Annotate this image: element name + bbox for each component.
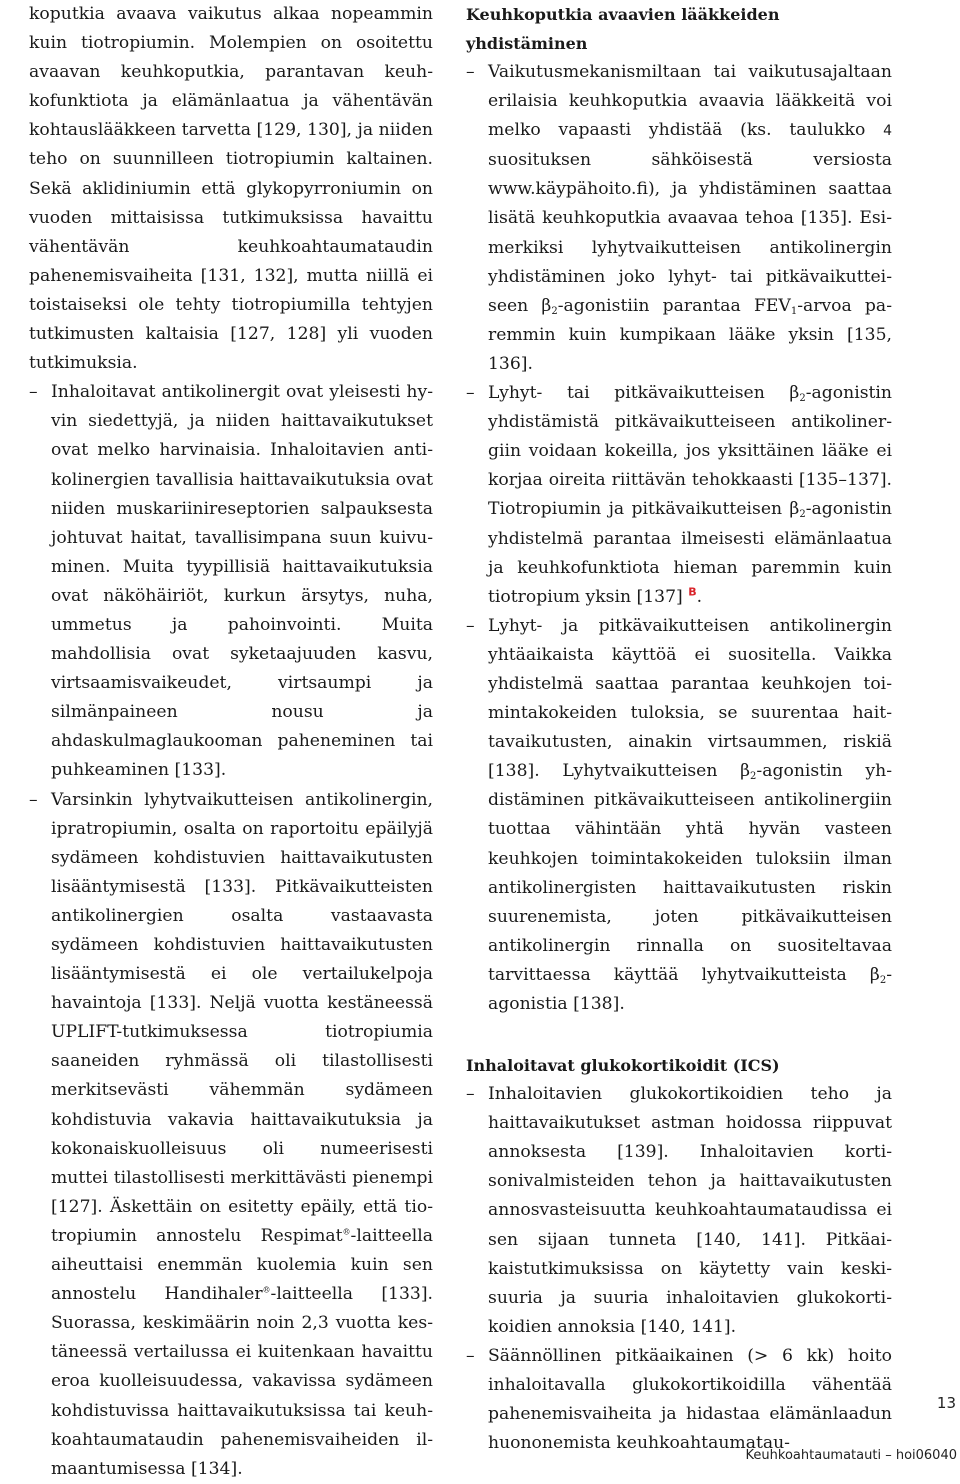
left-column xyxy=(29,0,433,1484)
bullet-text: Vaikutusmekanismiltaan tai vaikutusajaltaan erilaisia keuhkoputkia avaavia lääkkeitä voi melko vapaasti yhdistää (ks. taulukko 4 suosituksen sähköisestä versiosta www.käypähoito.fi), ja yhdistäminen saattaa lisätä keuhkoputkia avaavaa tehoa [135]. Esimerkiksi lyhytvaikutteisen antikolinergin yhdistäminen joko lyhyt- tai pitkävaikutteiseen $\beta_2$-agonistiin parantaa $FEV_1$-arvoa paremmin kuin kumpikaan lääke yksin [135, 136]. xyxy=(488,62,892,374)
bullet-ics-dose xyxy=(466,1080,892,1342)
right-column xyxy=(466,0,892,1458)
evidence-grade-badge: B xyxy=(688,584,697,598)
bullet-dash: – xyxy=(466,615,475,636)
bullet-dash: – xyxy=(466,1345,475,1366)
bullet-dash: – xyxy=(466,62,475,82)
intro-paragraph: koputkia avaava vaikutus alkaa nopeammin kuin tiotropiumin. Molempien on osoitettu avaavan keuhkoputkia, parantavan keuhkofunktiota ja elämänlaatua ja vähentävän kohtauslääkkeen tarvetta [129, 130], ja niiden teho on suunnilleen tiotropiumin kaltainen. Sekä aklidiniumin että glykopyrroniumin on vuoden mittaisissa tutkimuksissa havaittu vähentävän keuhkoahtaumataudin pahenemisvaiheita [131, 132], mutta niillä ei toistaiseksi ole tehty tiotropiumilla tehtyjen tutkimusten kaltaisia [127, 128] yli vuoden tutkimuksia. xyxy=(29,4,433,374)
page-footer: Keuhkoahtaumatauti – hoi06040 xyxy=(745,1448,957,1463)
bullet-text: Lyhyt- ja pitkävaikutteisen antikolinergin yhtäaikaista käyttöä ei suositella. Vaikka yhdistelmä saattaa parantaa keuhkojen toimintakokeiden tuloksia, se suurentaa haittavaikutusten, ainakin virtsaummen, riskiä [138]. Lyhytvaikutteisen $\beta_2$-agonistin yhdistäminen pitkävaikutteiseen antikolinergiin tuottaa vähintään yhtä hyvän vasteen keuhkojen toimintakokeiden tuloksiin ilman antikolinergisten haittavaikutusten riskin suurenemista, joten pitkävaikutteisen antikolinergin rinnalla on suositeltavaa tarvittaessa käyttää lyhytvaikutteista $\beta_2$-agonistia [138]. xyxy=(488,615,892,1014)
bullet-text: Inhaloitavat antikolinergit ovat yleisesti hyvin siedettyjä, ja niiden haittavaikutukset ovat melko harvinaisia. Inhaloitavien antikolinergien tavallisia haittavaikutuksia ovat niiden muskariinireseptorien salpauksesta johtuvat haitat, tavallisimpana suun kuivuminen. Muita tyypillisiä haittavaikutuksia ovat näköhäiriöt, kurkun ärsytys, nuha, ummetus ja pahoinvointi. Muita mahdollisia ovat syketaajuuden kasvu, virtsaamisvaikeudet, virtsaumpi ja silmänpaineen nousu ja ahdaskulmaglaukooman paheneminen tai puhkeaminen [133]. xyxy=(51,382,433,781)
page-number: 13 xyxy=(936,1394,956,1412)
bullet-combination xyxy=(466,58,892,379)
bullet-cardiac-effects xyxy=(29,786,433,1484)
bullet-side-effects xyxy=(29,378,433,785)
bullet-text: Varsinkin lyhytvaikutteisen antikolinergin, ipratropiumin, osalta on raportoitu epäilyjä sydämeen kohdistuvien haittavaikutusten lisääntymisestä [133]. Pitkävaikutteisten antikolinergien osalta vastaavasta sydämeen kohdistuvien haittavaikutusten lisääntymisestä ei ole vertailukelpoja havaintoja [133]. Neljä vuotta kestäneessä UPLIFT-tutkimuksessa tiotropiumia saaneiden ryhmässä oli tilastollisesti merkitsevästi vähemmän sydämeen kohdistuvia vakavia haittavaikutuksia ja kokonaiskuolleisuus oli numeerisesti muttei tilastollisesti merkittävästi pienempi [127]. Äskettäin on esitetty epäily, että tiotropiumin annostelu Respimat®-laitteella aiheuttaisi enemmän kuolemia kuin sen annostelu Handihaler®-laitteella [133]. Suorassa, keskimäärin noin 2,3 vuotta kestäneessä vertailussa ei kuitenkaan havaittu eroa kuolleisuudessa, vakavissa sydämeen kohdistuvissa haittavaikutuksissa tai keuhkoahtaumataudin pahenemisvaiheiden ilmaantumisessa [134]. xyxy=(51,789,434,1479)
bullet-dash: – xyxy=(29,382,38,403)
bullet-dash: – xyxy=(29,789,38,810)
bullet-dash: – xyxy=(466,383,475,404)
section-heading-combination: Keuhkoputkia avaavien lääkkeiden yhdistäminen xyxy=(466,5,780,53)
bullet-text: Inhaloitavien glukokortikoidien teho ja haittavaikutukset astman hoidossa riippuvat annoksesta [139]. Inhaloitavien kortisonivalmisteiden tehon ja haittavaikutusten annosvasteisuutta keuhkoahtaumataudissa ei sen sijaan tunneta [140, 141]. Pitkäaikaistutkimuksissa on käytetty vain keskisuuria ja suuria inhaloitavien glukokortikoidien annoksia [140, 141]. xyxy=(488,1084,892,1337)
bullet-dual-anticholinergic xyxy=(466,612,892,1019)
bullet-text: Lyhyt- tai pitkävaikutteisen $\beta_2$-agonistin yhdistämistä pitkävaikutteiseen antikolinergiin voidaan kokeilla, jos yksittäinen lääke ei korjaa oireita riittävän tehokkaasti [135–137]. Tiotropiumin ja pitkävaikutteisen $\beta_2$-agonistin yhdistelmä parantaa ilmeisesti elämänlaatua ja keuhkofunktiota hieman paremmin kuin tiotropium yksin [137] $^B$. xyxy=(488,383,892,607)
bullet-dash: – xyxy=(466,1084,475,1105)
bullet-beta2-combination xyxy=(466,379,892,612)
bullet-ics-longterm xyxy=(466,1342,892,1458)
bullet-text: Säännöllinen pitkäaikainen (> 6 kk) hoito inhaloitavalla glukokortikoidilla vähentää pahenemisvaiheita ja hidastaa elämänlaadun huononemista keuhkoahtaumatau- xyxy=(488,1345,892,1454)
section-heading-ics: Inhaloitavat glukokortikoidit (ICS) xyxy=(466,1056,780,1076)
